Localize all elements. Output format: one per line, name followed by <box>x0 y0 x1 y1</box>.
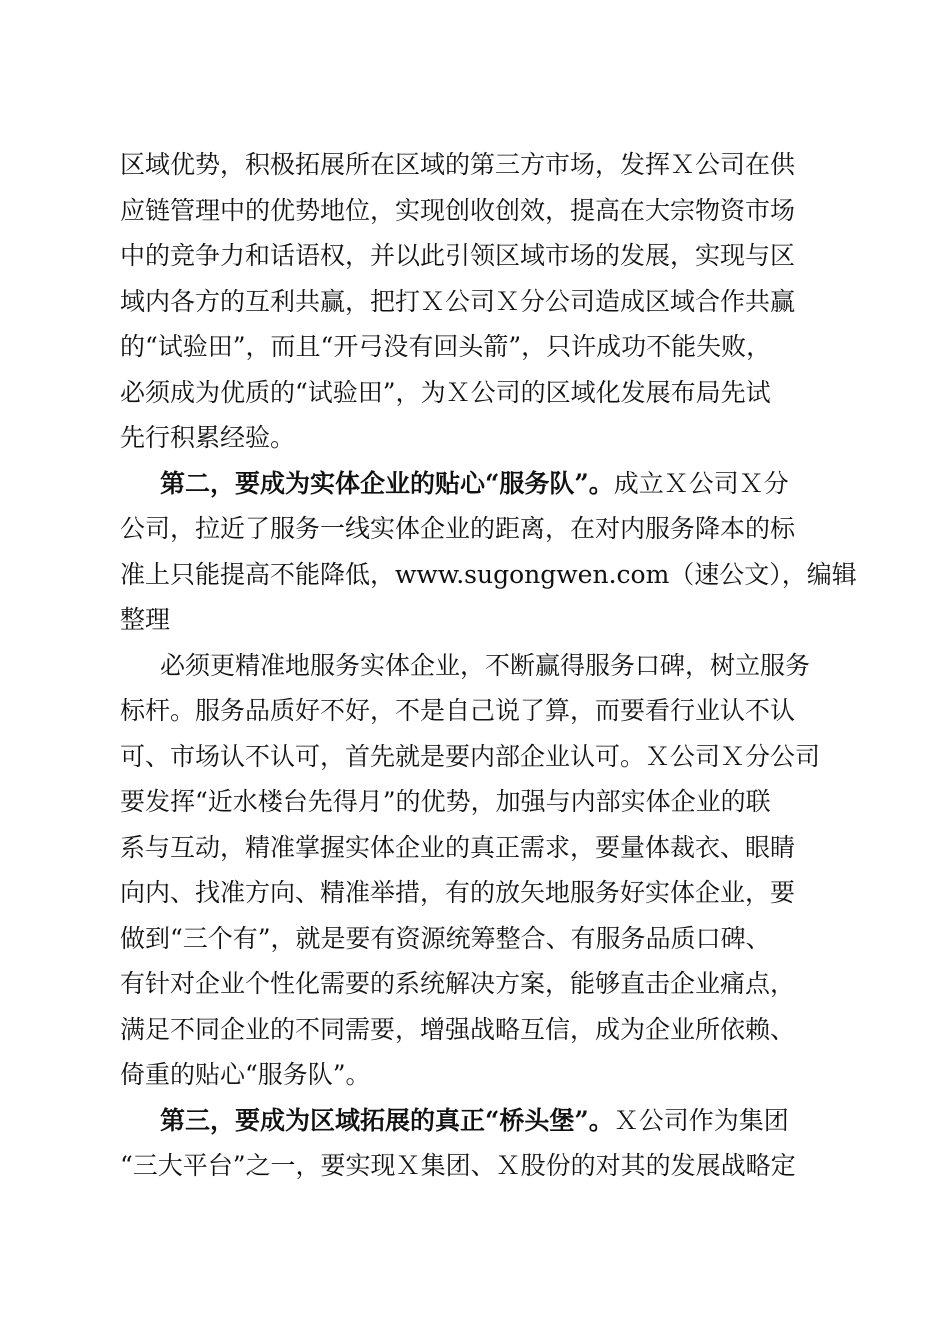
text-line: 必须成为优质的“试验田”，为Ｘ公司的区域化发展布局先试 <box>120 377 771 407</box>
document-body <box>120 142 857 1189</box>
text-line: 倚重的贴心“服务队”。 <box>120 1060 371 1089</box>
section-heading-2: 第二，要成为实体企业的贴心“服务队”。 <box>160 468 614 498</box>
text-run: Ｘ公司作为集团 <box>613 1105 789 1135</box>
paragraph-3-first-line <box>120 1098 832 1144</box>
text-line: 可、市场认不认可，首先就是要内部企业认可。Ｘ公司Ｘ分公司 <box>120 741 821 771</box>
text-line: 系与互动，精准掌握实体企业的真正需求，要量体裁衣、眼睛 <box>120 832 796 862</box>
text-line: 必须更精准地服务实体企业，不断赢得服务口碑，树立服务 <box>160 650 811 680</box>
paragraph-2-first-line <box>120 461 832 507</box>
text-line: 中的竞争力和话语权，并以此引领区域市场的发展，实现与区 <box>120 241 796 270</box>
text-line: 要发挥“近水楼台先得月”的优势，加强与内部实体企业的联 <box>120 787 771 816</box>
text-line: 先行积累经验。 <box>120 423 296 452</box>
text-line: 做到“三个有”，就是要有资源统筹整合、有服务品质口碑、 <box>120 923 771 953</box>
text-run: 成立Ｘ公司Ｘ分 <box>613 468 789 498</box>
text-line: 向内、找准方向、精准举措，有的放矢地服务好实体企业，要 <box>120 878 796 907</box>
text-line: “三大平台”之一，要实现Ｘ集团、Ｘ股份的对其的发展战略定 <box>120 1151 796 1180</box>
text-line: 标杆。服务品质好不好，不是自己说了算，而要看行业认不认 <box>120 696 796 725</box>
text-line: 公司，拉近了服务一线实体企业的距离，在对内服务降本的标 <box>120 514 796 543</box>
text-line: 域内各方的互利共赢，把打Ｘ公司Ｘ分公司造成区域合作共赢 <box>120 286 796 316</box>
text-line: 有针对企业个性化需要的系统解决方案，能够直击企业痛点， <box>120 969 796 998</box>
text-line: 区域优势，积极拓展所在区域的第三方市场，发挥Ｘ公司在供 <box>120 150 796 179</box>
section-heading-3: 第三，要成为区域拓展的真正“桥头堡”。 <box>160 1105 614 1135</box>
text-line: 应链管理中的优势地位，实现创收创效，提高在大宗物资市场 <box>120 195 796 225</box>
text-line: 的“试验田”，而且“开弓没有回头箭”，只许成功不能失败， <box>120 332 772 361</box>
text-line: 整理 <box>120 605 171 634</box>
text-line: 满足不同企业的不同需要，增强战略互信，成为企业所依赖、 <box>120 1014 796 1044</box>
text-line: 准上只能提高不能降低，www.sugongwen.com（速公文），编辑 <box>120 559 857 589</box>
